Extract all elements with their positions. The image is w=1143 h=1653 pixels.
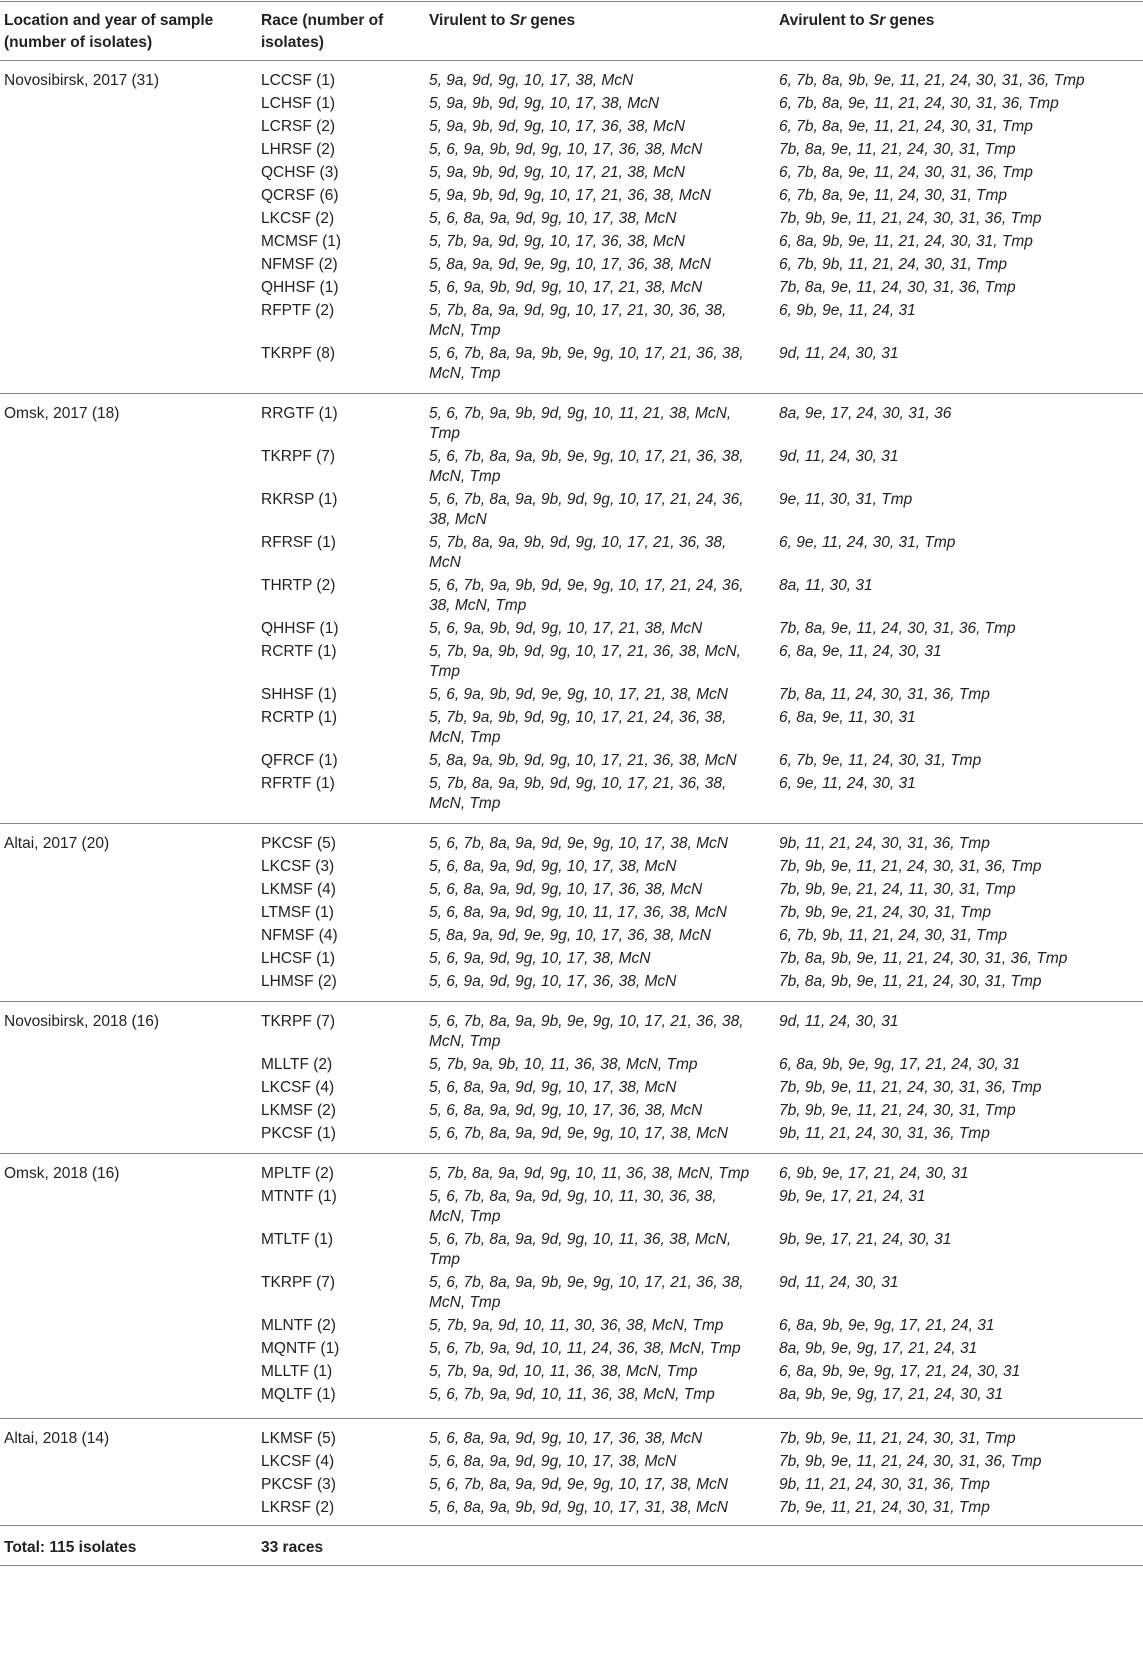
race-name: LHMSF (2) [261, 973, 337, 990]
avirulent-genes: 7b, 9e, 11, 21, 24, 30, 31, Tmp [779, 1499, 990, 1516]
group-rule [0, 1418, 1143, 1419]
race-name: QHHSF (1) [261, 620, 339, 637]
virulent-genes: Tmp [429, 663, 460, 680]
race-name: LCRSF (2) [261, 118, 336, 135]
group-rule [0, 1153, 1143, 1154]
race-name: LCCSF (1) [261, 72, 336, 89]
virulent-genes: 5, 6, 8a, 9a, 9d, 9g, 10, 11, 17, 36, 38, McN [429, 904, 727, 921]
virulent-genes: Tmp [429, 425, 460, 442]
virulent-genes: 5, 6, 8a, 9a, 9d, 9g, 10, 17, 38, McN [429, 858, 677, 875]
race-name: MQLTF (1) [261, 1386, 336, 1403]
virulent-genes: 5, 7b, 9a, 9d, 10, 11, 36, 38, McN, Tmp [429, 1363, 698, 1380]
race-name: TKRPF (7) [261, 1013, 336, 1030]
avirulent-genes: 9b, 9e, 17, 21, 24, 31 [779, 1188, 926, 1205]
virulent-genes: 5, 9a, 9b, 9d, 9g, 10, 17, 21, 38, McN [429, 164, 685, 181]
header-avirulent-prefix: Avirulent to [779, 12, 869, 29]
header-avirulent-sr: Sr [868, 12, 886, 29]
virulent-genes: 5, 6, 8a, 9a, 9d, 9g, 10, 17, 38, McN [429, 210, 677, 227]
avirulent-genes: 6, 7b, 8a, 9e, 11, 24, 30, 31, Tmp [779, 187, 1008, 204]
race-name: LTMSF (1) [261, 904, 334, 921]
avirulent-genes: 9b, 11, 21, 24, 30, 31, 36, Tmp [779, 1125, 990, 1142]
race-name: LCHSF (1) [261, 95, 336, 112]
virulent-genes: 5, 6, 7b, 9a, 9b, 9d, 9g, 10, 11, 21, 38, McN, [429, 405, 732, 422]
race-name: MPLTF (2) [261, 1165, 334, 1182]
virulent-genes: 5, 6, 7b, 9a, 9b, 9d, 9e, 9g, 10, 17, 21, 24, 36, [429, 577, 744, 594]
race-name: QHHSF (1) [261, 279, 339, 296]
header-location-line2: (number of isolates) [4, 34, 153, 51]
race-name: PKCSF (3) [261, 1476, 336, 1493]
race-name: LHCSF (1) [261, 950, 336, 967]
avirulent-genes: 8a, 9b, 9e, 9g, 17, 21, 24, 31 [779, 1340, 978, 1357]
race-name: LKCSF (4) [261, 1453, 335, 1470]
virulent-genes: McN, Tmp [429, 365, 501, 382]
group-location: Novosibirsk, 2017 (31) [4, 72, 160, 89]
header-location [4, 10, 213, 54]
virulent-genes: McN [429, 554, 461, 571]
avirulent-genes: 6, 7b, 8a, 9e, 11, 21, 24, 30, 31, 36, Tmp [779, 95, 1059, 112]
avirulent-genes: 6, 8a, 9b, 9e, 9g, 17, 21, 24, 30, 31 [779, 1363, 1021, 1380]
avirulent-genes: 9b, 9e, 17, 21, 24, 30, 31 [779, 1231, 952, 1248]
virulent-genes: 5, 6, 7b, 8a, 9a, 9b, 9e, 9g, 10, 17, 21, 36, 38, [429, 1013, 744, 1030]
race-name: LKCSF (2) [261, 210, 335, 227]
virulent-genes: 5, 6, 8a, 9a, 9d, 9g, 10, 17, 36, 38, McN [429, 1102, 703, 1119]
race-name: TKRPF (7) [261, 448, 336, 465]
avirulent-genes: 6, 9b, 9e, 17, 21, 24, 30, 31 [779, 1165, 969, 1182]
avirulent-genes: 6, 9e, 11, 24, 30, 31 [779, 775, 916, 792]
virulent-genes: 5, 6, 8a, 9a, 9d, 9g, 10, 17, 38, McN [429, 1453, 677, 1470]
race-name: TKRPF (8) [261, 345, 336, 362]
avirulent-genes: 7b, 9b, 9e, 11, 21, 24, 30, 31, Tmp [779, 1102, 1016, 1119]
race-name: QCHSF (3) [261, 164, 339, 181]
race-name: RFPTF (2) [261, 302, 335, 319]
race-name: RKRSP (1) [261, 491, 338, 508]
race-name: MQNTF (1) [261, 1340, 340, 1357]
race-name: RCRTP (1) [261, 709, 338, 726]
virulent-genes: 5, 7b, 9a, 9b, 9d, 9g, 10, 17, 21, 36, 38, McN, [429, 643, 741, 660]
avirulent-genes: 7b, 9b, 9e, 21, 24, 11, 30, 31, Tmp [779, 881, 1016, 898]
avirulent-genes: 9b, 11, 21, 24, 30, 31, 36, Tmp [779, 835, 990, 852]
virulent-genes: 5, 7b, 9a, 9b, 10, 11, 36, 38, McN, Tmp [429, 1056, 698, 1073]
virulent-genes: 5, 7b, 9a, 9d, 9g, 10, 17, 36, 38, McN [429, 233, 685, 250]
virulent-genes: McN, Tmp [429, 795, 501, 812]
group-location: Novosibirsk, 2018 (16) [4, 1013, 160, 1030]
group-location: Omsk, 2017 (18) [4, 405, 120, 422]
race-name: MLNTF (2) [261, 1317, 336, 1334]
avirulent-genes: 7b, 9b, 9e, 21, 24, 30, 31, Tmp [779, 904, 991, 921]
avirulent-genes: 8a, 9b, 9e, 9g, 17, 21, 24, 30, 31 [779, 1386, 1004, 1403]
avirulent-genes: 9d, 11, 24, 30, 31 [779, 1013, 899, 1030]
virulent-genes: 5, 6, 8a, 9a, 9d, 9g, 10, 17, 36, 38, McN [429, 881, 703, 898]
avirulent-genes: 7b, 9b, 9e, 11, 21, 24, 30, 31, 36, Tmp [779, 1079, 1042, 1096]
virulent-genes: 5, 6, 7b, 9a, 9d, 10, 11, 24, 36, 38, McN, Tmp [429, 1340, 741, 1357]
virulent-genes: McN, Tmp [429, 1033, 501, 1050]
virulent-genes: McN, Tmp [429, 1208, 501, 1225]
group-location: Altai, 2017 (20) [4, 835, 110, 852]
virulent-genes: 38, McN [429, 511, 487, 528]
race-name: LKCSF (3) [261, 858, 335, 875]
avirulent-genes: 6, 7b, 9b, 11, 21, 24, 30, 31, Tmp [779, 256, 1008, 273]
avirulent-genes: 7b, 9b, 9e, 11, 21, 24, 30, 31, Tmp [779, 1430, 1016, 1447]
header-virulent-suffix: genes [526, 12, 576, 29]
header-virulent-sr: Sr [509, 12, 527, 29]
total-races: 33 races [261, 1539, 324, 1556]
avirulent-genes: 8a, 9e, 17, 24, 30, 31, 36 [779, 405, 952, 422]
race-name: MCMSF (1) [261, 233, 342, 250]
race-name: MTLTF (1) [261, 1231, 334, 1248]
race-name: NFMSF (4) [261, 927, 338, 944]
race-name: MLLTF (2) [261, 1056, 333, 1073]
virulent-genes: McN, Tmp [429, 729, 501, 746]
race-name: LKMSF (5) [261, 1430, 336, 1447]
avirulent-genes: 7b, 9b, 9e, 11, 21, 24, 30, 31, 36, Tmp [779, 858, 1042, 875]
avirulent-genes: 7b, 8a, 9e, 11, 24, 30, 31, 36, Tmp [779, 620, 1016, 637]
avirulent-genes: 7b, 8a, 9b, 9e, 11, 21, 24, 30, 31, Tmp [779, 973, 1042, 990]
virulent-genes: 5, 9a, 9b, 9d, 9g, 10, 17, 38, McN [429, 95, 660, 112]
virulent-genes: 5, 6, 7b, 8a, 9a, 9b, 9e, 9g, 10, 17, 21, 36, 38, [429, 448, 744, 465]
avirulent-genes: 7b, 8a, 11, 24, 30, 31, 36, Tmp [779, 686, 990, 703]
virulent-genes: 5, 6, 7b, 8a, 9a, 9b, 9e, 9g, 10, 17, 21, 36, 38, [429, 1274, 744, 1291]
table-top-rule [0, 1, 1143, 2]
virulent-genes: 5, 6, 7b, 8a, 9a, 9d, 9g, 10, 11, 30, 36, 38, [429, 1188, 717, 1205]
race-name: RFRSF (1) [261, 534, 336, 551]
virulent-genes: 5, 6, 7b, 9a, 9d, 10, 11, 36, 38, McN, Tmp [429, 1386, 715, 1403]
group-rule [0, 1525, 1143, 1526]
virulent-genes: 5, 6, 7b, 8a, 9a, 9d, 9e, 9g, 10, 17, 38, McN [429, 1125, 729, 1142]
header-avirulent [779, 10, 934, 32]
virulent-genes: McN, Tmp [429, 1294, 501, 1311]
virulent-genes: 5, 6, 7b, 8a, 9a, 9b, 9e, 9g, 10, 17, 21, 36, 38, [429, 345, 744, 362]
virulent-genes: 5, 7b, 8a, 9a, 9d, 9g, 10, 11, 36, 38, McN, Tmp [429, 1165, 750, 1182]
avirulent-genes: 9d, 11, 24, 30, 31 [779, 448, 899, 465]
virulent-genes: Tmp [429, 1251, 460, 1268]
race-name: PKCSF (5) [261, 835, 336, 852]
header-virulent [429, 10, 575, 32]
avirulent-genes: 7b, 8a, 9e, 11, 24, 30, 31, 36, Tmp [779, 279, 1016, 296]
group-location: Omsk, 2018 (16) [4, 1165, 120, 1182]
race-name: QFRCF (1) [261, 752, 338, 769]
race-name: LKCSF (4) [261, 1079, 335, 1096]
avirulent-genes: 9b, 11, 21, 24, 30, 31, 36, Tmp [779, 1476, 990, 1493]
avirulent-genes: 6, 9b, 9e, 11, 24, 31 [779, 302, 916, 319]
virulent-genes: 5, 8a, 9a, 9b, 9d, 9g, 10, 17, 21, 36, 38, McN [429, 752, 737, 769]
virulent-genes: 5, 6, 7b, 8a, 9a, 9d, 9e, 9g, 10, 17, 38, McN [429, 1476, 729, 1493]
avirulent-genes: 6, 8a, 9e, 11, 24, 30, 31 [779, 643, 942, 660]
race-name: NFMSF (2) [261, 256, 338, 273]
avirulent-genes: 6, 7b, 9e, 11, 24, 30, 31, Tmp [779, 752, 982, 769]
header-race [261, 10, 383, 54]
race-name: RCRTF (1) [261, 643, 337, 660]
avirulent-genes: 7b, 8a, 9b, 9e, 11, 21, 24, 30, 31, 36, Tmp [779, 950, 1068, 967]
virulent-genes: 5, 6, 9a, 9b, 9d, 9g, 10, 17, 36, 38, McN [429, 141, 703, 158]
race-name: MTNTF (1) [261, 1188, 337, 1205]
avirulent-genes: 6, 8a, 9e, 11, 30, 31 [779, 709, 916, 726]
virulent-genes: 5, 6, 9a, 9d, 9g, 10, 17, 38, McN [429, 950, 651, 967]
avirulent-genes: 6, 8a, 9b, 9e, 9g, 17, 21, 24, 30, 31 [779, 1056, 1021, 1073]
header-virulent-prefix: Virulent to [429, 12, 510, 29]
race-name: LHRSF (2) [261, 141, 336, 158]
avirulent-genes: 9d, 11, 24, 30, 31 [779, 1274, 899, 1291]
virulent-genes: 5, 7b, 8a, 9a, 9b, 9d, 9g, 10, 17, 21, 36, 38, [429, 534, 727, 551]
group-rule [0, 823, 1143, 824]
virulent-genes: 5, 6, 8a, 9a, 9d, 9g, 10, 17, 36, 38, McN [429, 1430, 703, 1447]
virulent-genes: 5, 6, 9a, 9b, 9d, 9e, 9g, 10, 17, 21, 38, McN [429, 686, 729, 703]
total-isolates: Total: 115 isolates [4, 1539, 137, 1556]
table-bottom-rule [0, 1565, 1143, 1566]
avirulent-genes: 6, 8a, 9b, 9e, 11, 21, 24, 30, 31, Tmp [779, 233, 1033, 250]
avirulent-genes: 8a, 11, 30, 31 [779, 577, 873, 594]
virulent-genes: 5, 7b, 9a, 9b, 9d, 9g, 10, 17, 21, 24, 36, 38, [429, 709, 727, 726]
race-name: TKRPF (7) [261, 1274, 336, 1291]
group-location: Altai, 2018 (14) [4, 1430, 110, 1447]
virulent-genes: 5, 8a, 9a, 9d, 9e, 9g, 10, 17, 36, 38, McN [429, 256, 711, 273]
virulent-genes: 5, 6, 8a, 9a, 9b, 9d, 9g, 10, 17, 31, 38, McN [429, 1499, 729, 1516]
header-rule [0, 60, 1143, 61]
avirulent-genes: 6, 9e, 11, 24, 30, 31, Tmp [779, 534, 956, 551]
race-name: PKCSF (1) [261, 1125, 336, 1142]
virulent-genes: 5, 9a, 9b, 9d, 9g, 10, 17, 21, 36, 38, McN [429, 187, 711, 204]
virulent-genes: 5, 7b, 8a, 9a, 9b, 9d, 9g, 10, 17, 21, 36, 38, [429, 775, 727, 792]
virulent-genes: 5, 9a, 9d, 9g, 10, 17, 38, McN [429, 72, 634, 89]
avirulent-genes: 7b, 9b, 9e, 11, 21, 24, 30, 31, 36, Tmp [779, 1453, 1042, 1470]
virulent-genes: 5, 6, 8a, 9a, 9d, 9g, 10, 17, 38, McN [429, 1079, 677, 1096]
header-avirulent-suffix: genes [885, 12, 935, 29]
header-race-line2: isolates) [261, 34, 324, 51]
virulent-genes: 5, 9a, 9b, 9d, 9g, 10, 17, 36, 38, McN [429, 118, 685, 135]
virulent-genes: McN, Tmp [429, 468, 501, 485]
virulent-genes: McN, Tmp [429, 322, 501, 339]
race-name: LKMSF (4) [261, 881, 336, 898]
avirulent-genes: 6, 8a, 9b, 9e, 9g, 17, 21, 24, 31 [779, 1317, 995, 1334]
avirulent-genes: 7b, 8a, 9e, 11, 21, 24, 30, 31, Tmp [779, 141, 1016, 158]
virulent-genes: 38, McN, Tmp [429, 597, 527, 614]
virulent-genes: 5, 8a, 9a, 9d, 9e, 9g, 10, 17, 36, 38, McN [429, 927, 711, 944]
race-name: SHHSF (1) [261, 686, 337, 703]
virulent-genes: 5, 6, 7b, 8a, 9a, 9d, 9g, 10, 11, 36, 38, McN, [429, 1231, 732, 1248]
virulent-genes: 5, 6, 9a, 9b, 9d, 9g, 10, 17, 21, 38, McN [429, 620, 703, 637]
group-rule [0, 393, 1143, 394]
virulent-genes: 5, 6, 9a, 9b, 9d, 9g, 10, 17, 21, 38, McN [429, 279, 703, 296]
virulent-genes: 5, 7b, 8a, 9a, 9d, 9g, 10, 17, 21, 30, 36, 38, [429, 302, 727, 319]
race-name: MLLTF (1) [261, 1363, 333, 1380]
avirulent-genes: 9d, 11, 24, 30, 31 [779, 345, 899, 362]
avirulent-genes: 6, 7b, 8a, 9b, 9e, 11, 21, 24, 30, 31, 36, Tmp [779, 72, 1085, 89]
virulent-genes: 5, 6, 9a, 9d, 9g, 10, 17, 36, 38, McN [429, 973, 677, 990]
virulent-genes: 5, 7b, 9a, 9d, 10, 11, 30, 36, 38, McN, Tmp [429, 1317, 724, 1334]
avirulent-genes: 6, 7b, 8a, 9e, 11, 21, 24, 30, 31, Tmp [779, 118, 1033, 135]
avirulent-genes: 6, 7b, 8a, 9e, 11, 24, 30, 31, 36, Tmp [779, 164, 1033, 181]
group-rule [0, 1001, 1143, 1002]
race-name: QCRSF (6) [261, 187, 339, 204]
header-location-line1: Location and year of sample [4, 12, 214, 29]
avirulent-genes: 6, 7b, 9b, 11, 21, 24, 30, 31, Tmp [779, 927, 1008, 944]
race-name: LKMSF (2) [261, 1102, 336, 1119]
race-name: LKRSF (2) [261, 1499, 335, 1516]
virulent-genes: 5, 6, 7b, 8a, 9a, 9b, 9d, 9g, 10, 17, 21, 24, 36, [429, 491, 744, 508]
race-name: RRGTF (1) [261, 405, 338, 422]
virulent-genes: 5, 6, 7b, 8a, 9a, 9d, 9e, 9g, 10, 17, 38, McN [429, 835, 729, 852]
header-race-line1: Race (number of [261, 12, 384, 29]
avirulent-genes: 9e, 11, 30, 31, Tmp [779, 491, 913, 508]
race-name: THRTP (2) [261, 577, 336, 594]
avirulent-genes: 7b, 9b, 9e, 11, 21, 24, 30, 31, 36, Tmp [779, 210, 1042, 227]
race-name: RFRTF (1) [261, 775, 335, 792]
